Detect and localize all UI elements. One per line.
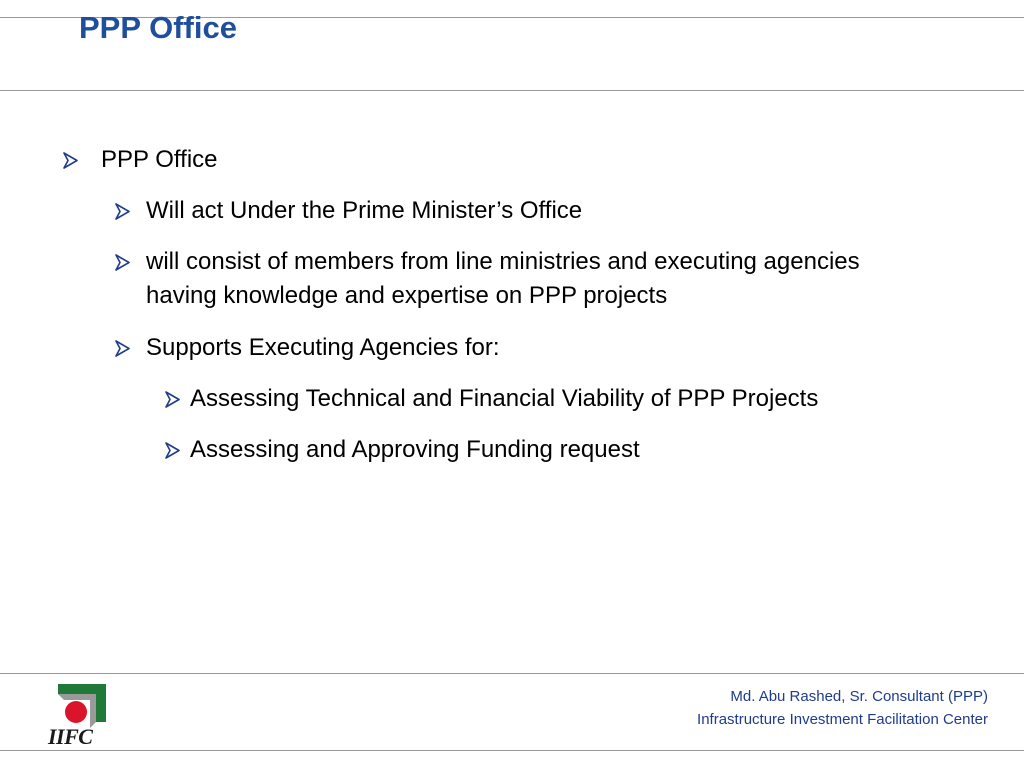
right-arrowhead-icon	[62, 152, 79, 169]
header-bottom-rule	[0, 90, 1024, 91]
logo-text: IIFC	[48, 724, 93, 749]
right-arrowhead-icon	[164, 391, 181, 408]
right-arrowhead-icon	[114, 340, 131, 357]
right-arrowhead-icon	[164, 442, 181, 459]
bullet-text: Assessing Technical and Financial Viability of PPP Projects	[190, 385, 819, 412]
bullet-text: Assessing and Approving Funding request	[190, 436, 640, 463]
bullet-text-line1: will consist of members from line ministries and executing agencies	[146, 248, 860, 275]
footer-presenter: Md. Abu Rashed, Sr. Consultant (PPP)	[730, 688, 988, 705]
bullet-text: Will act Under the Prime Minister’s Office	[146, 197, 583, 224]
footer-top-rule	[0, 673, 1024, 674]
bullet-text: PPP Office	[101, 146, 218, 173]
footer-organization: Infrastructure Investment Facilitation Center	[697, 711, 988, 728]
footer-bottom-rule	[0, 750, 1024, 751]
bullet-text: Supports Executing Agencies for:	[146, 334, 500, 361]
right-arrowhead-icon	[114, 203, 131, 220]
bullet-text-line2: having knowledge and expertise on PPP projects	[146, 282, 668, 309]
iifc-logo	[44, 684, 114, 750]
right-arrowhead-icon	[114, 254, 131, 271]
slide-title: PPP Office	[79, 10, 237, 45]
